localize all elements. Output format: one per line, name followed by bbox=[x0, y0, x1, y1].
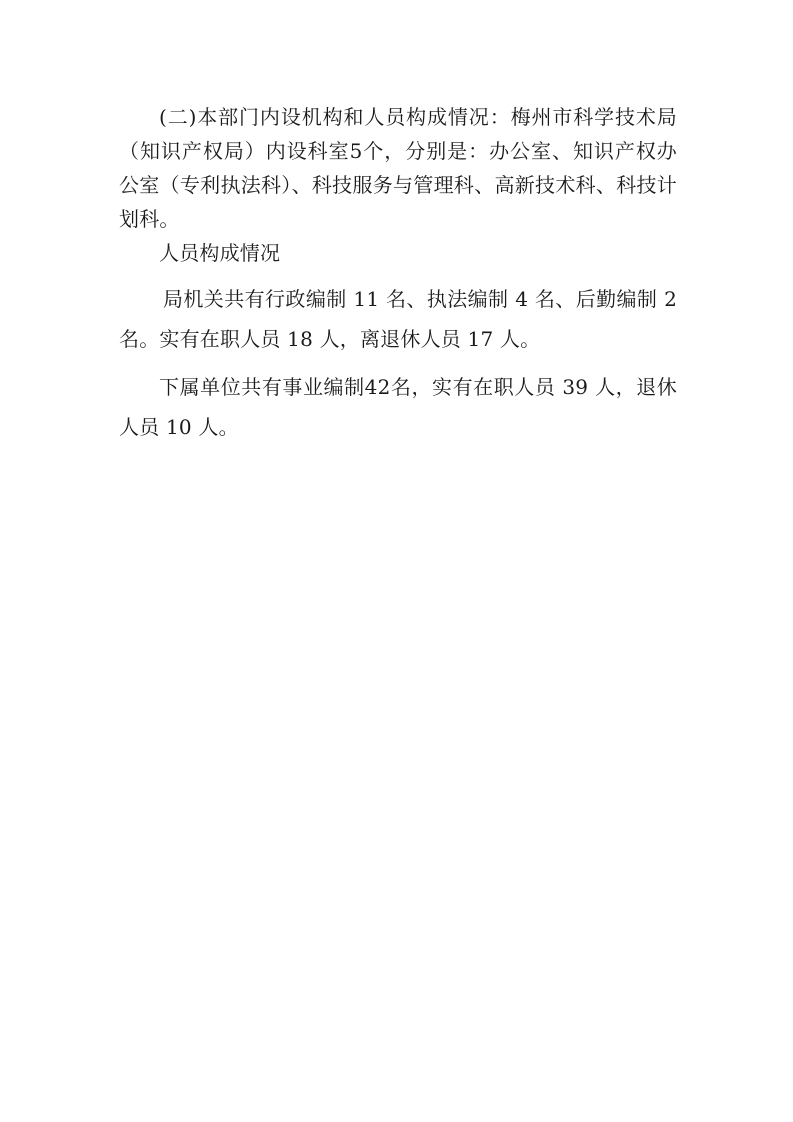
bureau-staffing-paragraph: 局机关共有行政编制 11 名、执法编制 4 名、后勤编制 2 名。实有在职人员 18 人，离退休人员 17 人。 bbox=[119, 287, 677, 351]
subordinate-unit-staffing-paragraph: 下属单位共有事业编制42名，实有在职人员 39 人，退休人员 10 人。 bbox=[119, 375, 677, 439]
internal-structure-paragraph: (二)本部门内设机构和人员构成情况：梅州市科学技术局（知识产权局）内设科室5个，分别是：办公室、知识产权办公室（专利执法科）、科技服务与管理科、高新技术科、科技计划科。 bbox=[119, 105, 677, 231]
document-body bbox=[119, 100, 677, 447]
staff-composition-heading: 人员构成情况 bbox=[159, 241, 281, 265]
